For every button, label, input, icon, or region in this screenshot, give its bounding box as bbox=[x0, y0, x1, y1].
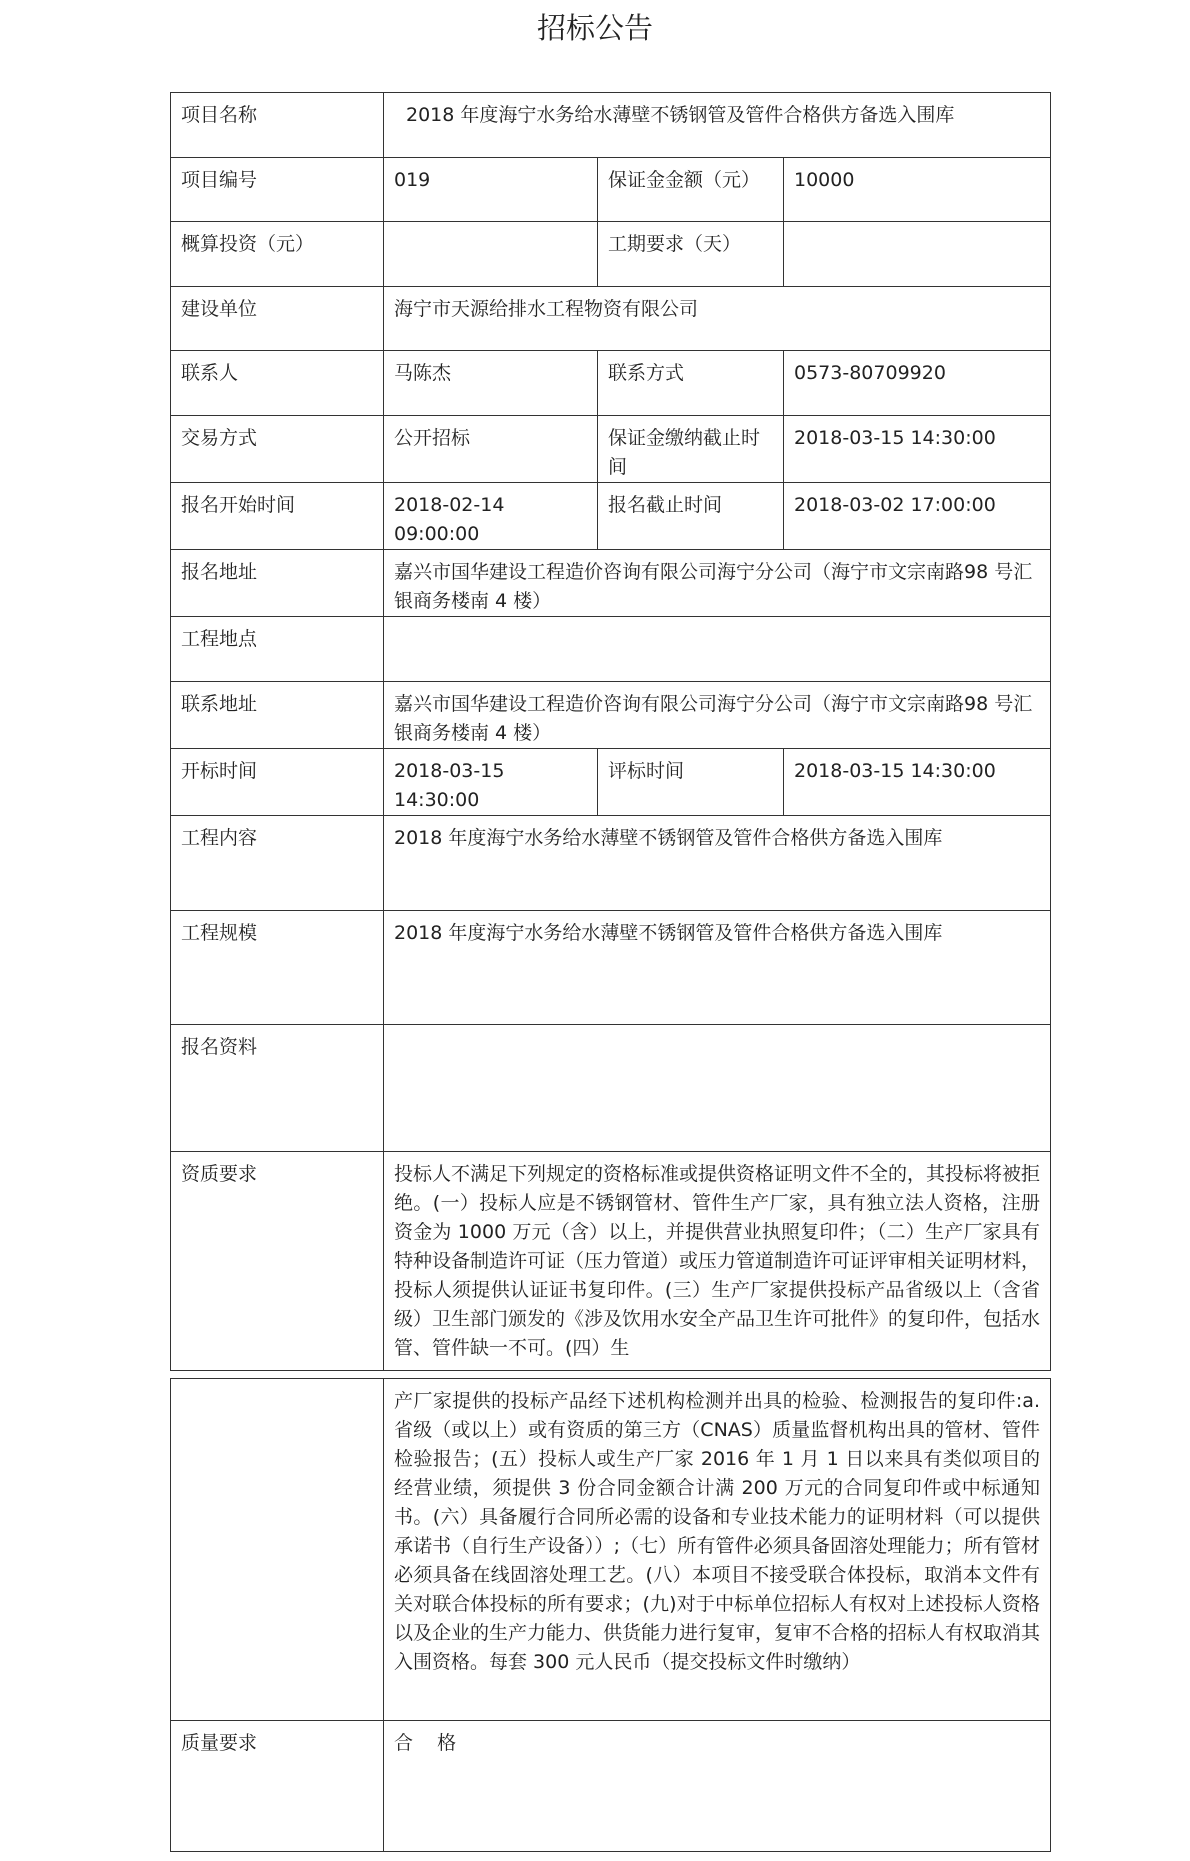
value-project-content: 2018 年度海宁水务给水薄壁不锈钢管及管件合格供方备选入围库 bbox=[384, 816, 1051, 911]
value-project-scale: 2018 年度海宁水务给水薄壁不锈钢管及管件合格供方备选入围库 bbox=[384, 911, 1051, 1025]
label-signup-end: 报名截止时间 bbox=[598, 483, 784, 550]
row-project-content bbox=[171, 816, 1051, 911]
value-qualification-part1: 投标人不满足下列规定的资格标准或提供资格证明文件不全的，其投标将被拒绝。(一）投标人应是不锈钢管材、管件生产厂家，具有独立法人资格，注册资金为 1000 万元（含）以上，并提供营业执照复印件；（二）生产厂家具有特种设备制造许可证（压力管道）或压力管道制造许可证评审相关证明材料，投标人须提供认证证书复印件。(三）生产厂家提供投标产品省级以上（含省级）卫生部门颁发的《涉及饮用水安全产品卫生许可批件》的复印件，包括水管、管件缺一不可。(四）生 bbox=[384, 1152, 1051, 1371]
row-qualification-continued bbox=[171, 1379, 1051, 1721]
row-contact-address bbox=[171, 682, 1051, 749]
value-contact-person: 马陈杰 bbox=[384, 351, 598, 416]
tender-info-table-continued bbox=[170, 1378, 1051, 1852]
label-signup-materials: 报名资料 bbox=[171, 1025, 384, 1152]
row-signup-materials bbox=[171, 1025, 1051, 1152]
label-project-name: 项目名称 bbox=[171, 93, 384, 158]
row-qualification bbox=[171, 1152, 1051, 1371]
value-deposit-amount: 10000 bbox=[784, 158, 1051, 222]
row-signup-address bbox=[171, 550, 1051, 617]
label-builder: 建设单位 bbox=[171, 287, 384, 351]
row-budget bbox=[171, 222, 1051, 287]
label-trade-mode: 交易方式 bbox=[171, 416, 384, 483]
label-contact-method: 联系方式 bbox=[598, 351, 784, 416]
row-trade-mode bbox=[171, 416, 1051, 483]
value-qualification-part2: 产厂家提供的投标产品经下述机构检测并出具的检验、检测报告的复印件:a.省级（或以上）或有资质的第三方（CNAS）质量监督机构出具的管材、管件检验报告；(五）投标人或生产厂家 2016 年 1 月 1 日以来具有类似项目的经营业绩，须提供 3 份合同金额合计满 200 万元的合同复印件或中标通知书。(六）具备履行合同所必需的设备和专业技术能力的证明材料（可以提供承诺书（自行生产设备））;（七）所有管件必须具备固溶处理能力；所有管材必须具备在线固溶处理工艺。(八）本项目不接受联合体投标，取消本文件有关对联合体投标的所有要求；(九)对于中标单位招标人有权对上述投标人资格以及企业的生产力能力、供货能力进行复审，复审不合格的招标人有权取消其入围资格。每套 300 元人民币（提交投标文件时缴纳） bbox=[384, 1379, 1051, 1721]
label-contact-address: 联系地址 bbox=[171, 682, 384, 749]
tender-info-table bbox=[170, 92, 1051, 1371]
value-site bbox=[384, 617, 1051, 682]
row-contact-person bbox=[171, 351, 1051, 416]
label-signup-address: 报名地址 bbox=[171, 550, 384, 617]
row-quality bbox=[171, 1721, 1051, 1852]
label-site: 工程地点 bbox=[171, 617, 384, 682]
label-project-scale: 工程规模 bbox=[171, 911, 384, 1025]
label-contact-person: 联系人 bbox=[171, 351, 384, 416]
value-contact-address: 嘉兴市国华建设工程造价咨询有限公司海宁分公司（海宁市文宗南路98 号汇银商务楼南 4 楼） bbox=[384, 682, 1051, 749]
value-project-number: 019 bbox=[384, 158, 598, 222]
value-trade-mode: 公开招标 bbox=[384, 416, 598, 483]
label-bid-open-time: 开标时间 bbox=[171, 749, 384, 816]
row-builder bbox=[171, 287, 1051, 351]
value-contact-method: 0573-80709920 bbox=[784, 351, 1051, 416]
value-evaluation-time: 2018-03-15 14:30:00 bbox=[784, 749, 1051, 816]
value-deposit-deadline: 2018-03-15 14:30:00 bbox=[784, 416, 1051, 483]
value-budget bbox=[384, 222, 598, 287]
value-builder: 海宁市天源给排水工程物资有限公司 bbox=[384, 287, 1051, 351]
label-project-number: 项目编号 bbox=[171, 158, 384, 222]
label-duration: 工期要求（天） bbox=[598, 222, 784, 287]
label-deposit-amount: 保证金金额（元） bbox=[598, 158, 784, 222]
value-quality: 合 格 bbox=[384, 1721, 1051, 1852]
row-signup-time bbox=[171, 483, 1051, 550]
label-signup-start: 报名开始时间 bbox=[171, 483, 384, 550]
page-title: 招标公告 bbox=[536, 11, 653, 45]
row-project-scale bbox=[171, 911, 1051, 1025]
label-evaluation-time: 评标时间 bbox=[598, 749, 784, 816]
row-bid-times bbox=[171, 749, 1051, 816]
value-signup-start: 2018-02-14 09:00:00 bbox=[384, 483, 598, 550]
value-project-name: 2018 年度海宁水务给水薄壁不锈钢管及管件合格供方备选入围库 bbox=[384, 93, 1051, 158]
row-site bbox=[171, 617, 1051, 682]
row-project-name bbox=[171, 93, 1051, 158]
label-deposit-deadline: 保证金缴纳截止时间 bbox=[598, 416, 784, 483]
label-project-content: 工程内容 bbox=[171, 816, 384, 911]
value-signup-end: 2018-03-02 17:00:00 bbox=[784, 483, 1051, 550]
label-qualification-continued bbox=[171, 1379, 384, 1721]
value-signup-materials bbox=[384, 1025, 1051, 1152]
value-bid-open-time: 2018-03-15 14:30:00 bbox=[384, 749, 598, 816]
value-signup-address: 嘉兴市国华建设工程造价咨询有限公司海宁分公司（海宁市文宗南路98 号汇银商务楼南 4 楼） bbox=[384, 550, 1051, 617]
label-budget: 概算投资（元） bbox=[171, 222, 384, 287]
value-duration bbox=[784, 222, 1051, 287]
label-qualification: 资质要求 bbox=[171, 1152, 384, 1371]
label-quality: 质量要求 bbox=[171, 1721, 384, 1852]
row-project-number bbox=[171, 158, 1051, 222]
